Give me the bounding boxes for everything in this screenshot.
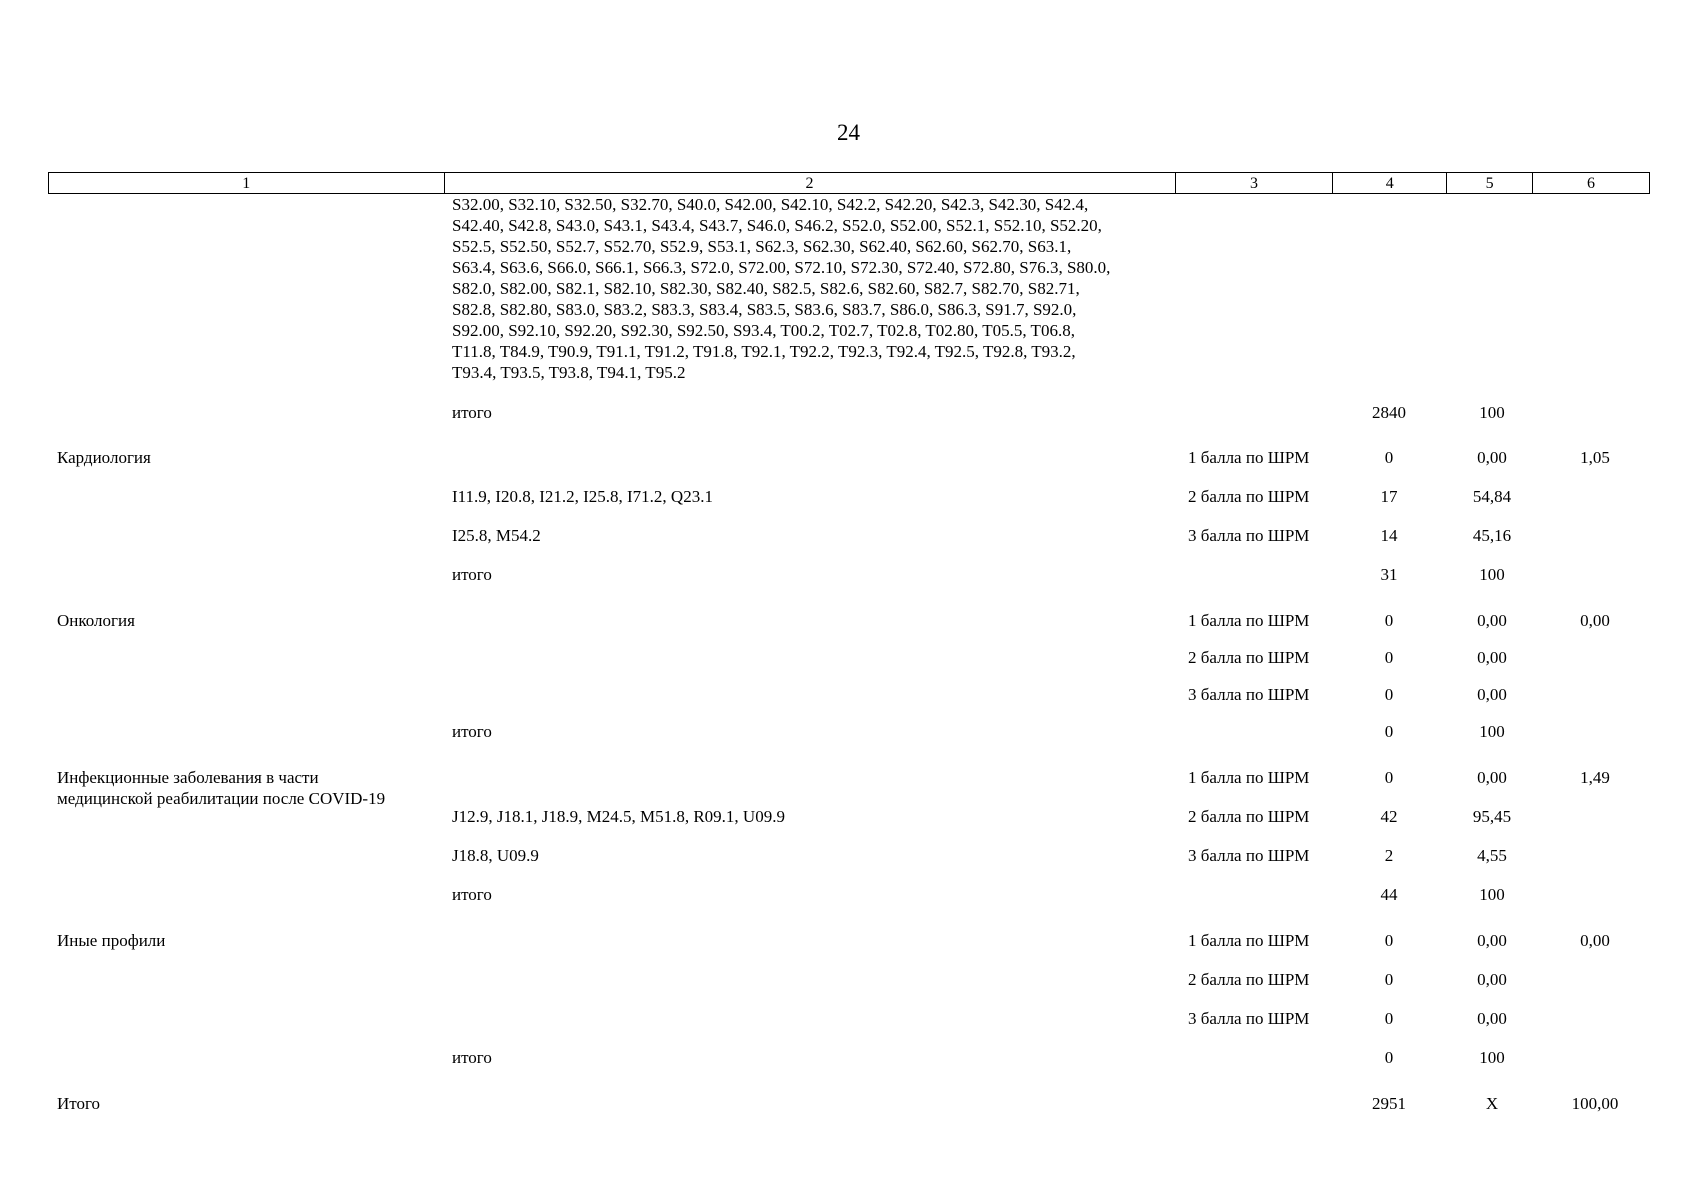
table-row-11-c4: 42 — [1380, 807, 1398, 826]
table-row-1-c3: 1 балла по ШРМ — [1188, 448, 1310, 467]
table-row-8-c2: итого — [452, 722, 492, 741]
table-row-11-c3: 2 балла по ШРМ — [1188, 807, 1310, 826]
table-row-7-c3: 3 балла по ШРМ — [1188, 685, 1310, 704]
table-row-12-c5: 4,55 — [1477, 846, 1507, 865]
table-row-14-c1: Иные профили — [57, 931, 166, 950]
table-row-14-c6: 0,00 — [1580, 931, 1610, 950]
header-col-1: 1 — [49, 173, 445, 193]
table-row-0-c5: 100 — [1479, 403, 1505, 422]
table-row-14-c5: 0,00 — [1477, 931, 1507, 950]
table-row-4-c4: 31 — [1380, 565, 1398, 584]
table-row-16-c4: 0 — [1384, 1009, 1394, 1028]
table-row-17-c5: 100 — [1479, 1048, 1505, 1067]
table-row-8-c4: 0 — [1384, 722, 1394, 741]
table-row-13-c5: 100 — [1479, 885, 1505, 904]
table-row-0-c2: итого — [452, 403, 492, 422]
table-row-4-c2: итого — [452, 565, 492, 584]
table-row-11-c2: J12.9, J18.1, J18.9, M24.5, M51.8, R09.1, U09.9 — [452, 807, 785, 826]
table-row-17-c4: 0 — [1384, 1048, 1394, 1067]
diagnosis-codes-block: S32.00, S32.10, S32.50, S32.70, S40.0, S42.00, S42.10, S42.2, S42.20, S42.3, S42.30, S42.4, S42.40, S42.8, S43.0, S43.1, S43.4, S43.7, S46.0, S46.2, S52.0, S52.00, S52.1, S52.10, S52.20, S52.5, S52.50, S52.7, S52.70, S52.9, S53.1, S62.3, S62.30, S62.40, S62.60, S62.70, S63.1, S63.4, S63.6, S66.0, S66.1, S66.3, S72.0, S72.00, S72.10, S72.30, S72.40, S72.80, S76.3, S80.0, S82.0, S82.00, S82.1, S82.10, S82.30, S82.40, S82.5, S82.6, S82.60, S82.7, S82.70, S82.71, S82.8, S82.80, S83.0, S83.2, S83.3, S83.4, S83.5, S83.6, S83.7, S86.0, S86.3, S91.7, S92.0, S92.00, S92.10, S92.20, S92.30, S92.50, S93.4, T00.2, T02.7, T02.8, T02.80, T05.5, T06.8, T11.8, T84.9, T90.9, T91.1, T91.2, T91.8, T92.1, T92.2, T92.3, T92.4, T92.5, T92.8, T93.2, T93.4, T93.5, T93.8, T94.1, T95.2 — [452, 195, 1111, 382]
table-row-13-c2: итого — [452, 885, 492, 904]
table-row-1-c4: 0 — [1384, 448, 1394, 467]
table-row-14-c3: 1 балла по ШРМ — [1188, 931, 1310, 950]
table-row-18-c1: Итого — [57, 1094, 101, 1113]
table-row-0-c4: 2840 — [1372, 403, 1406, 422]
table-row-9-c6: 1,49 — [1580, 768, 1610, 787]
table-row-18-c4: 2951 — [1372, 1094, 1406, 1113]
header-col-6: 6 — [1587, 175, 1596, 192]
table-row-12-c4: 2 — [1384, 846, 1394, 865]
table-row-5-c3: 1 балла по ШРМ — [1188, 611, 1310, 630]
table-row-18-c6: 100,00 — [1571, 1094, 1619, 1113]
table-row-6-c4: 0 — [1384, 648, 1394, 667]
table-row-3-c3: 3 балла по ШРМ — [1188, 526, 1310, 545]
table-row-9-c1: Инфекционные заболевания в части — [57, 768, 319, 787]
table-row-4-c5: 100 — [1479, 565, 1505, 584]
table-row-5-c5: 0,00 — [1477, 611, 1507, 630]
table-row-12-c2: J18.8, U09.9 — [452, 846, 539, 865]
table-row-6-c5: 0,00 — [1477, 648, 1507, 667]
header-col-5: 5 — [1447, 173, 1533, 193]
table-header — [48, 172, 1650, 194]
table-row-12-c3: 3 балла по ШРМ — [1188, 846, 1310, 865]
table-row-5-c1: Онкология — [57, 611, 135, 630]
table-row-3-c5: 45,16 — [1472, 526, 1512, 545]
header-col-3: 3 — [1176, 173, 1334, 193]
table-row-6-c3: 2 балла по ШРМ — [1188, 648, 1310, 667]
table-row-9-c4: 0 — [1384, 768, 1394, 787]
table-row-1-c1: Кардиология — [57, 448, 151, 467]
table-row-9-c3: 1 балла по ШРМ — [1188, 768, 1310, 787]
page-number: 24 — [837, 120, 860, 145]
header-col-2: 2 — [445, 173, 1176, 193]
table-row-3-c4: 14 — [1380, 526, 1398, 545]
table-row-5-c4: 0 — [1384, 611, 1394, 630]
table-row-9-c5: 0,00 — [1477, 768, 1507, 787]
table-row-8-c5: 100 — [1479, 722, 1505, 741]
table-row-2-c4: 17 — [1380, 487, 1398, 506]
table-row-17-c2: итого — [452, 1048, 492, 1067]
table-row-1-c5: 0,00 — [1477, 448, 1507, 467]
table-row-16-c3: 3 балла по ШРМ — [1188, 1009, 1310, 1028]
table-row-15-c4: 0 — [1384, 970, 1394, 989]
table-row-16-c5: 0,00 — [1477, 1009, 1507, 1028]
table-row-7-c5: 0,00 — [1477, 685, 1507, 704]
table-row-11-c5: 95,45 — [1472, 807, 1512, 826]
table-row-15-c3: 2 балла по ШРМ — [1188, 970, 1310, 989]
table-row-15-c5: 0,00 — [1477, 970, 1507, 989]
table-row-2-c3: 2 балла по ШРМ — [1188, 487, 1310, 506]
table-row-10-c1: медицинской реабилитации после COVID-19 — [57, 789, 386, 808]
table-row-3-c2: I25.8, M54.2 — [452, 526, 541, 545]
table-row-5-c6: 0,00 — [1580, 611, 1610, 630]
table-row-1-c6: 1,05 — [1580, 448, 1610, 467]
table-row-7-c4: 0 — [1384, 685, 1394, 704]
table-row-2-c2: I11.9, I20.8, I21.2, I25.8, I71.2, Q23.1 — [452, 487, 713, 506]
table-row-14-c4: 0 — [1384, 931, 1394, 950]
header-col-4: 4 — [1333, 173, 1447, 193]
table-row-13-c4: 44 — [1380, 885, 1398, 904]
table-row-18-c5: X — [1485, 1094, 1499, 1113]
table-row-2-c5: 54,84 — [1472, 487, 1512, 506]
